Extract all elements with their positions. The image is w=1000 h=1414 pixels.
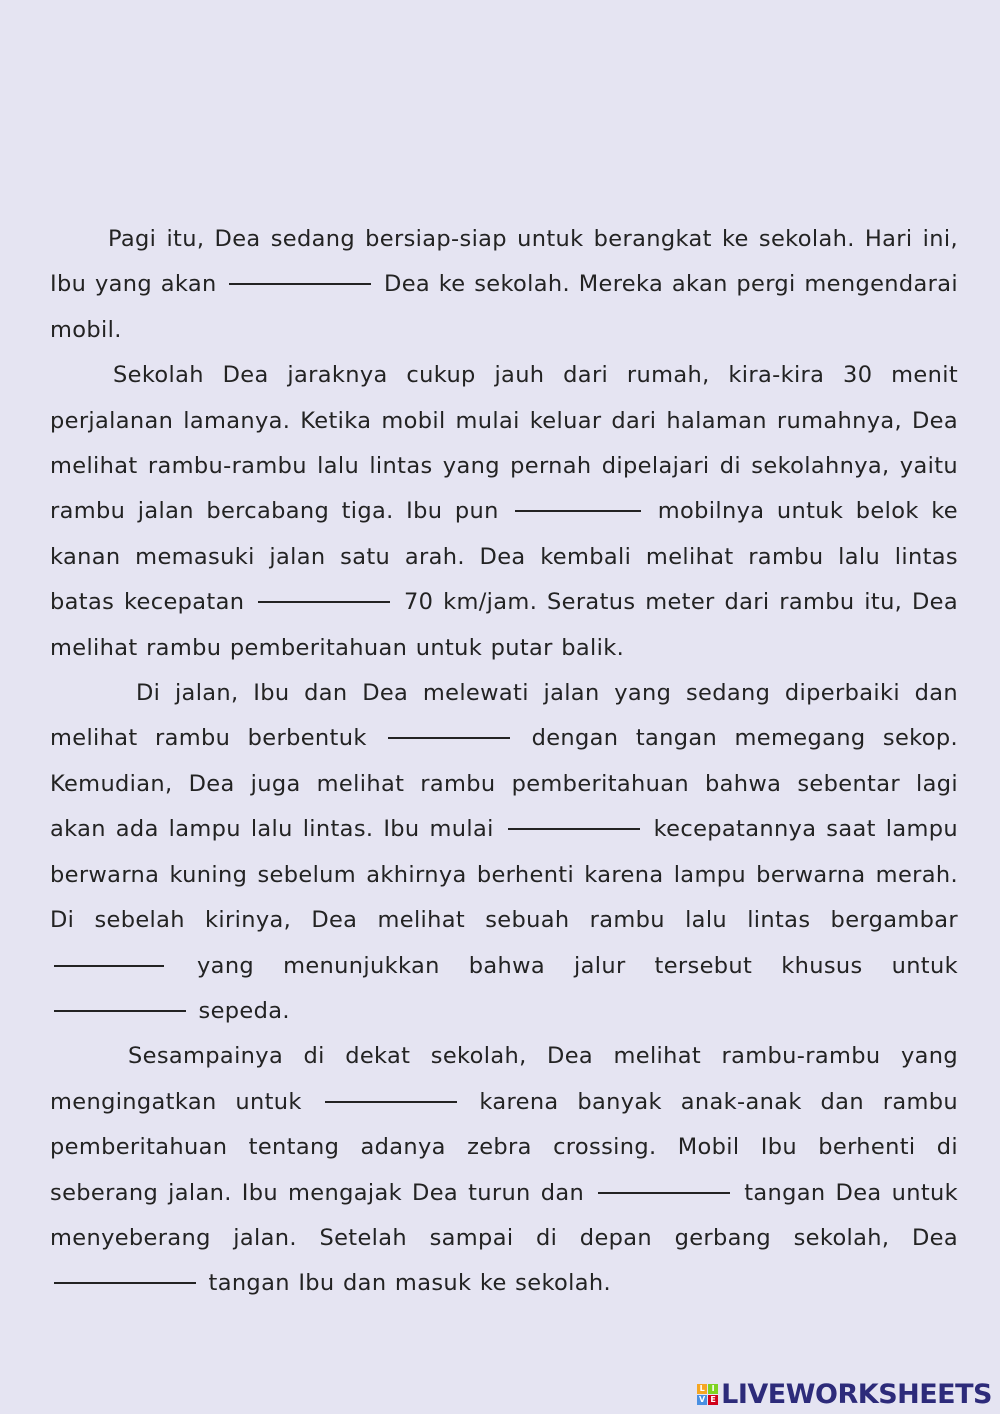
paragraph-text: dengan tangan memegang sekop. Kemudian, Dea juga melihat rambu pemberitahuan bahwa sebentar lagi akan ada lampu lalu lintas. Ibu mulai — [50, 725, 958, 843]
answer-blank-9[interactable] — [598, 1192, 730, 1194]
paragraph-text: karena banyak anak-anak dan rambu pemberitahuan tentang adanya zebra crossing. Mobil Ibu berhenti di seberang jalan. Ibu mengajak Dea turun dan — [50, 1088, 958, 1206]
paragraph-1 — [50, 217, 958, 353]
paragraph-text: yang menunjukkan bahwa jalur tersebut khusus untuk — [197, 952, 958, 979]
answer-blank-6[interactable] — [54, 965, 164, 967]
paragraph-text: Dea ke sekolah. Mereka akan pergi mengendarai mobil. — [50, 271, 958, 343]
paragraph-text: sepeda. — [198, 997, 290, 1024]
paragraph-text: tangan Dea untuk menyeberang jalan. Setelah sampai di depan gerbang sekolah, Dea — [50, 1179, 958, 1251]
paragraph-text: Di jalan, Ibu dan Dea melewati jalan yang sedang diperbaiki dan melihat rambu berbentuk — [50, 680, 958, 752]
paragraph-3 — [50, 671, 958, 1034]
answer-blank-7[interactable] — [54, 1010, 186, 1012]
logo-letter: V — [699, 1395, 706, 1404]
brand-name: LIVEWORKSHEETS — [721, 1379, 992, 1410]
logo-letter: I — [708, 1384, 718, 1394]
paragraph-text: mobilnya untuk belok ke kanan memasuki jalan satu arah. Dea kembali melihat rambu lalu lintas batas kecepatan — [50, 498, 958, 616]
liveworksheets-brand — [697, 1379, 992, 1410]
paragraph-text: Sesampainya di dekat sekolah, Dea melihat rambu-rambu yang mengingatkan untuk — [50, 1043, 958, 1115]
story-text — [50, 217, 958, 1307]
paragraph-4 — [50, 1034, 958, 1306]
paragraph-text: Pagi itu, Dea sedang bersiap-siap untuk berangkat ke sekolah. Hari ini, Ibu yang akan — [50, 226, 958, 298]
answer-blank-10[interactable] — [54, 1282, 196, 1284]
logo-letter: L — [697, 1384, 707, 1394]
answer-blank-4[interactable] — [388, 737, 510, 739]
paragraph-text: 70 km/jam. Seratus meter dari rambu itu, Dea melihat rambu pemberitahuan untuk putar balik. — [50, 589, 958, 661]
paragraph-text: kecepatannya saat lampu berwarna kuning sebelum akhirnya berhenti karena lampu berwarna merah. Di sebelah kirinya, Dea melihat sebuah rambu lalu lintas bergambar — [50, 816, 958, 934]
answer-blank-2[interactable] — [515, 510, 641, 512]
answer-blank-1[interactable] — [229, 283, 371, 285]
paragraph-text: Sekolah Dea jaraknya cukup jauh dari rumah, kira-kira 30 menit perjalanan lamanya. Ketika mobil mulai keluar dari halaman rumahnya, Dea melihat rambu-rambu lalu lintas yang pernah dipelajari di sekolahnya, yaitu rambu jalan bercabang tiga. Ibu pun — [50, 362, 958, 525]
answer-blank-8[interactable] — [325, 1101, 457, 1103]
logo-letter: E — [708, 1395, 718, 1405]
paragraph-text: tangan Ibu dan masuk ke sekolah. — [208, 1270, 611, 1297]
answer-blank-3[interactable] — [258, 601, 390, 603]
answer-blank-5[interactable] — [508, 828, 640, 830]
paragraph-2 — [50, 353, 958, 671]
liveworksheets-logo-icon — [697, 1384, 718, 1405]
